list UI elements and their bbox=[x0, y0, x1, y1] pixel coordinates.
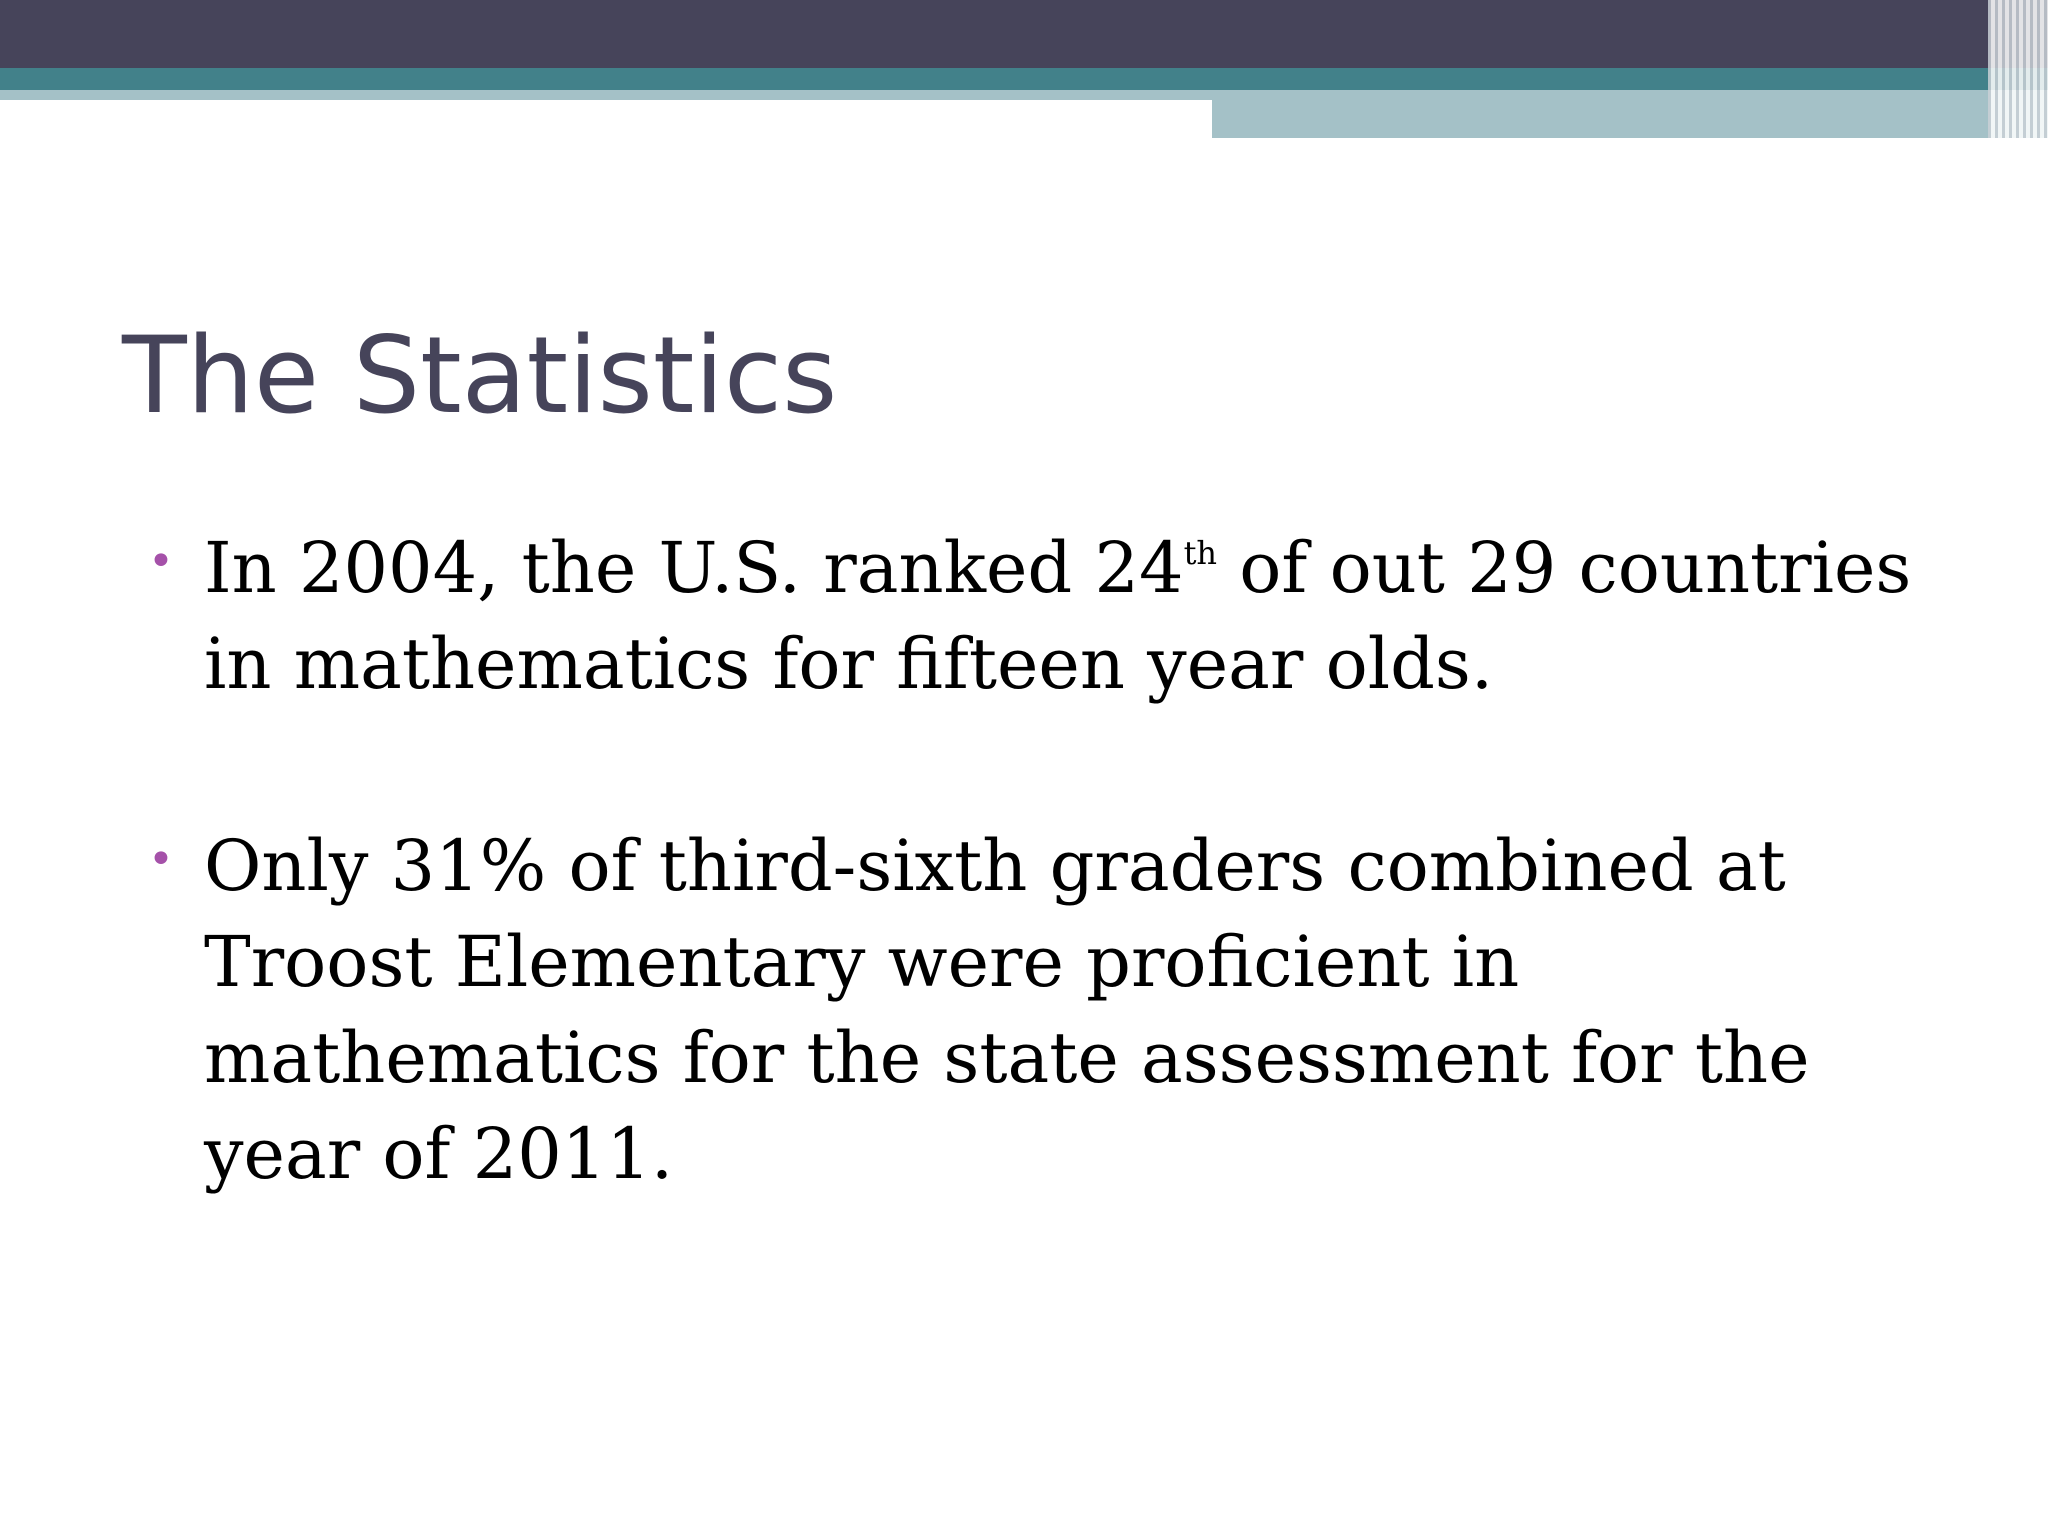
bullet-text-end: of out 29 countries in mathematics for fifteen year olds. bbox=[204, 527, 1912, 705]
header-band-light-block bbox=[1212, 90, 2048, 138]
ordinal-superscript: th bbox=[1183, 534, 1218, 572]
bullet-icon: • bbox=[148, 834, 174, 885]
header-band-dark bbox=[0, 0, 2048, 68]
bullet-item bbox=[148, 520, 1968, 712]
slide-title: The Statistics bbox=[122, 314, 838, 437]
header-edge-stripes bbox=[1988, 0, 2048, 138]
bullet-list bbox=[148, 520, 1968, 1202]
bullet-text-start: In 2004, the U.S. ranked 24 bbox=[204, 527, 1184, 609]
header-band-light bbox=[0, 90, 1212, 100]
bullet-item bbox=[148, 818, 1968, 1202]
bullet-icon: • bbox=[148, 536, 174, 587]
header-band-teal bbox=[0, 68, 2048, 90]
bullet-text: Only 31% of third-sixth graders combined at Troost Elementary were proficient in mathematics for the state assessment for the year of 2011. bbox=[204, 825, 1810, 1195]
